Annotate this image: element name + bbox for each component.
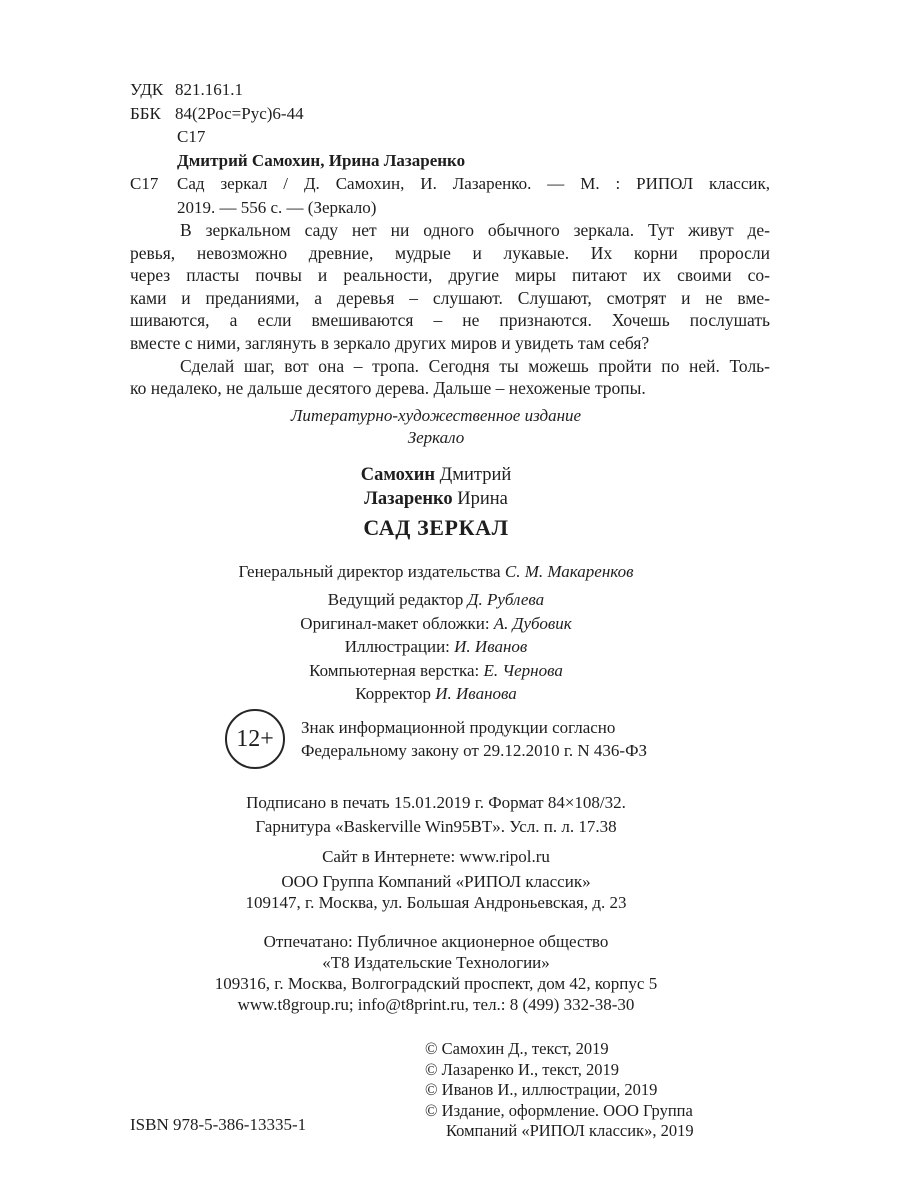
credit-name: С. М. Макаренков — [504, 562, 634, 582]
copyright-line: Компаний «РИПОЛ классик», 2019 — [446, 1121, 694, 1141]
annotation-p1-line: вместе с ними, заглянуть в зеркало других миров и увидеть там себя? — [130, 332, 650, 353]
credit-name: Е. Чернова — [483, 660, 563, 680]
entry-sign: С17 — [130, 174, 159, 193]
bbk-value: 84(2Рос=Рус)6-44 — [175, 103, 304, 123]
bottom-block — [130, 1039, 770, 1142]
printer-line-3: 109316, г. Москва, Волгоградский проспект, дом 42, корпус 5 — [214, 973, 658, 993]
credits-block — [130, 560, 770, 706]
author1-surname: Самохин — [360, 465, 436, 486]
printer-line-1: Отпечатано: Публичное акционерное общество — [263, 931, 609, 951]
credit-role: Компьютерная верстка: — [309, 660, 484, 680]
age-rating-line-1: Знак информационной продукции согласно — [300, 717, 616, 737]
age-rating-line-2: Федеральному закону от 29.12.2010 г. N 436-ФЗ — [300, 740, 648, 760]
printer-line-2: «Т8 Издательские Технологии» — [322, 952, 550, 972]
publisher-address-line: 109147, г. Москва, ул. Большая Андроньевская, д. 23 — [245, 892, 627, 912]
copyright-line: © Самохин Д., текст, 2019 — [425, 1038, 609, 1058]
credit-line — [130, 560, 742, 584]
annotation-p1-line: через пласты почвы и реальности, другие миры питают их своими со- — [130, 265, 770, 286]
print-info-line-2: Гарнитура «Baskerville Win95BT». Усл. п. л. 17.38 — [255, 816, 617, 836]
copyright-line: © Иванов И., иллюстрации, 2019 — [425, 1080, 658, 1100]
bbk-line — [130, 102, 770, 126]
authors-line: Дмитрий Самохин, Ирина Лазаренко — [177, 150, 466, 170]
credit-line — [130, 635, 742, 659]
annotation-p1-line: В зеркальном саду нет ни одного обычного зеркала. Тут живут де- — [180, 220, 770, 240]
author-sign: С17 — [177, 127, 206, 146]
credit-line — [130, 682, 742, 706]
annotation-p1-line: ками и преданиями, а деревья – слушают. Слушают, смотрят и не вме- — [130, 287, 770, 308]
cataloging-block — [130, 78, 770, 219]
book-title: САД ЗЕРКАЛ — [363, 515, 509, 541]
credit-role: Ведущий редактор — [327, 589, 468, 609]
author-line-1 — [130, 463, 742, 487]
website-line: Сайт в Интернете: www.ripol.ru — [322, 846, 550, 866]
print-info-block — [130, 791, 770, 839]
publisher-block — [130, 871, 770, 913]
copyright-line: © Издание, оформление. ООО Группа — [425, 1100, 693, 1120]
annotation — [130, 219, 770, 400]
credit-line — [130, 659, 742, 683]
udk-line — [130, 78, 770, 102]
credit-name: И. Иванов — [454, 637, 528, 657]
credit-role: Генеральный директор издательства — [238, 562, 505, 582]
age-rating-text — [301, 716, 647, 762]
authors-block — [130, 463, 770, 511]
entry-line-2: 2019. — 556 с. — (Зеркало) — [177, 197, 377, 217]
credit-line — [130, 612, 742, 636]
edition-type-line: Литературно-художественное издание — [290, 405, 582, 425]
isbn: ISBN 978-5-386-13335-1 — [130, 1114, 307, 1134]
annotation-p2-line: Сделай шаг, вот она – тропа. Сегодня ты можешь пройти по ней. Толь- — [180, 355, 770, 376]
udk-label: УДК — [130, 80, 164, 99]
credit-name: И. Иванова — [435, 684, 517, 704]
credit-line — [130, 588, 742, 612]
publisher-name-line: ООО Группа Компаний «РИПОЛ классик» — [281, 871, 591, 891]
age-rating-badge-icon: 12+ — [225, 709, 285, 769]
udk-value: 821.161.1 — [175, 80, 243, 99]
print-info-line-1: Подписано в печать 15.01.2019 г. Формат 84×108/32. — [246, 792, 626, 812]
credit-name: А. Дубовик — [493, 613, 572, 633]
entry-text — [177, 172, 770, 219]
author2-name: Ирина — [452, 489, 508, 510]
entry-line-1: Сад зеркал / Д. Самохин, И. Лазаренко. — М. : РИПОЛ классик, — [177, 174, 770, 193]
credit-name: Д. Рублева — [467, 589, 545, 609]
credit-role: Корректор — [355, 684, 436, 704]
credit-role: Иллюстрации: — [344, 637, 455, 657]
copyrights-block — [425, 1039, 770, 1142]
annotation-p2-line: ко недалеко, не дальше десятого дерева. Дальше – нехоженые тропы. — [130, 378, 646, 399]
annotation-p1-line: ревья, невозможно древние, мудрые и лукавые. Их корни проросли — [130, 242, 770, 263]
credit-role: Оригинал-макет обложки: — [300, 613, 494, 633]
edition-series-line: Зеркало — [407, 428, 465, 448]
edition-block — [130, 405, 770, 450]
catalog-entry — [130, 172, 770, 219]
author-line-2 — [130, 487, 742, 511]
annotation-p1-line: шиваются, а если вмешиваются – не признаются. Хочешь послушать — [130, 310, 770, 331]
author2-surname: Лазаренко — [364, 489, 453, 510]
author1-name: Дмитрий — [435, 465, 512, 486]
printer-block — [130, 931, 770, 1015]
copyright-line: © Лазаренко И., текст, 2019 — [425, 1059, 619, 1079]
printer-line-4: www.t8group.ru; info@t8print.ru, тел.: 8 (499) 332-38-30 — [237, 994, 635, 1014]
bbk-label: ББК — [130, 103, 161, 123]
age-rating-row — [130, 706, 770, 772]
